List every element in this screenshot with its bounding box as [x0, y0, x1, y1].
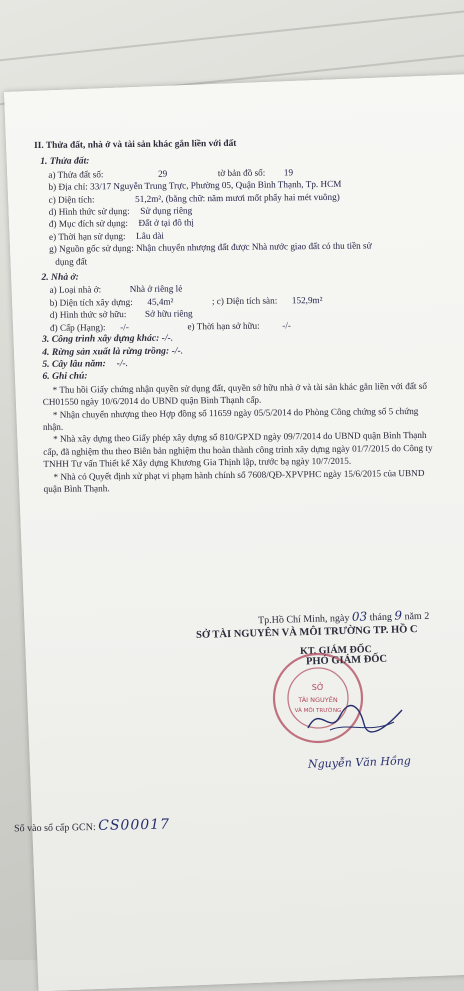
signing-place: Tp.Hồ Chí Minh, ngày [257, 612, 350, 627]
section-title: II. Thửa đất, nhà ở và tài sản khác gắn liền với đất [34, 138, 237, 151]
term-label: e) Thời hạn sử dụng: [48, 230, 126, 242]
purpose-label: đ) Mục đích sử dụng: [48, 218, 128, 230]
forest-label: 4. Rừng sản xuất là rừng trồng: [42, 345, 170, 358]
term-value: Lâu dài [136, 230, 164, 241]
use-form-value: Sử dụng riêng [140, 205, 193, 216]
purpose-value: Đất ở tại đô thị [138, 217, 194, 229]
issuing-department: SỞ TÀI NGUYÊN VÀ MÔI TRƯỜNG TP. HỒ C [195, 624, 418, 641]
note-item: * Thu hồi Giấy chứng nhận quyền sử dụng đất, quyền sở hữu nhà ở và tài sản khác gắn liền với đất số CH01550 ngày 10/6/2014 do UBND quận Bình Thạnh cấp. [42, 380, 427, 408]
house-type-value: Nhà ở riêng lẻ [129, 283, 183, 295]
month-label: tháng [369, 611, 393, 624]
ownership-label: d) Hình thức sở hữu: [49, 309, 127, 321]
deputy-director-title: PHÓ GIÁM ĐỐC [305, 653, 388, 668]
grade-label: đ) Cấp (Hạng): [49, 321, 106, 333]
own-term-label: e) Thời hạn sở hữu: [187, 320, 260, 332]
trees-value: -/-. [116, 357, 129, 370]
signing-month: 9 [394, 608, 403, 623]
house-type-label: a) Loại nhà ở: [49, 284, 102, 296]
grade-value: -/- [120, 321, 129, 332]
floor-area-value: 152,9m² [291, 294, 323, 306]
trees-label: 5. Cây lâu năm: [42, 358, 106, 370]
land-heading: 1. Thửa đất: [40, 155, 90, 168]
ownership-value: Sở hữu riêng [144, 308, 193, 320]
address-label: b) Địa chỉ: [48, 181, 88, 193]
signing-day: 03 [351, 609, 368, 624]
address-value: 33/17 Nguyễn Trung Trực, Phường 05, Quận Bình Thạnh, Tp. HCM [90, 179, 342, 192]
map-number: 19 [283, 167, 294, 178]
other-works-value: -/-. [161, 332, 174, 344]
other-works-label: 3. Công trình xây dựng khác: [42, 332, 160, 346]
forest-value: -/-. [171, 344, 184, 357]
signer-title: KT. GIÁM ĐỐC [299, 644, 372, 657]
area-value: 51,2m², (bằng chữ: năm mươi mốt phẩy hai mét vuông) [135, 191, 340, 204]
build-area-value: 45,4m² [147, 296, 174, 307]
parcel-number: 29 [157, 168, 168, 179]
use-form-label: d) Hình thức sử dụng: [48, 206, 130, 217]
note-item: * Nhà có Quyết định xử phạt vi phạm hành chính số 7608/QĐ-XPVPHC ngày 15/6/2015 của UBND quận Bình Thạnh. [43, 467, 425, 494]
floor-area-label: ; c) Diện tích sàn: [211, 295, 278, 307]
parcel-label: a) Thửa đất số: [48, 169, 104, 180]
house-heading: 2. Nhà ở: [41, 271, 79, 283]
registry-label: Số vào sổ cấp GCN: [13, 821, 96, 835]
area-label: c) Diện tích: [48, 193, 95, 205]
note-item: * Nhà xây dựng theo Giấy phép xây dựng số 810/GPXD ngày 09/7/2014 do UBND quận Bình Thạnh cấp, đã nghiệm thu theo Biên bản nghiệm thu hoàn thành công trình xây dựng ngày 01/7/2015 do Công ty TNHH Tư vấn Thiết kế Xây dựng Khương Gia Thịnh lập, trước bạ ngày 10/7/2015. [43, 430, 433, 470]
registry-number-row [14, 817, 170, 836]
origin-value: Nhận chuyển nhượng đất được Nhà nước giao đất có thu tiền sử [135, 240, 372, 254]
seal-line: TÀI NGUYÊN [298, 696, 338, 704]
origin-continued: dụng đất [55, 256, 88, 267]
map-label: tờ bản đồ số: [217, 167, 266, 178]
notes-heading: 6. Ghi chú: [42, 370, 88, 383]
handwritten-signature-icon [300, 700, 410, 740]
registry-value: CS00017 [98, 816, 171, 834]
signer-name: Nguyễn Văn Hồng [307, 754, 412, 771]
own-term-value: -/- [282, 320, 291, 331]
seal-line: VÀ MÔI TRƯỜNG [294, 708, 342, 714]
seal-line: SỞ [311, 683, 325, 692]
origin-label: g) Nguồn gốc sử dụng: [49, 243, 134, 255]
note-item: * Nhận chuyển nhượng theo Hợp đồng số 11659 ngày 05/5/2014 do Phòng Công chứng số 5 chứng nhận. [42, 405, 419, 432]
year-label: năm 2 [404, 610, 430, 623]
build-area-label: b) Diện tích xây dựng: [49, 296, 133, 308]
